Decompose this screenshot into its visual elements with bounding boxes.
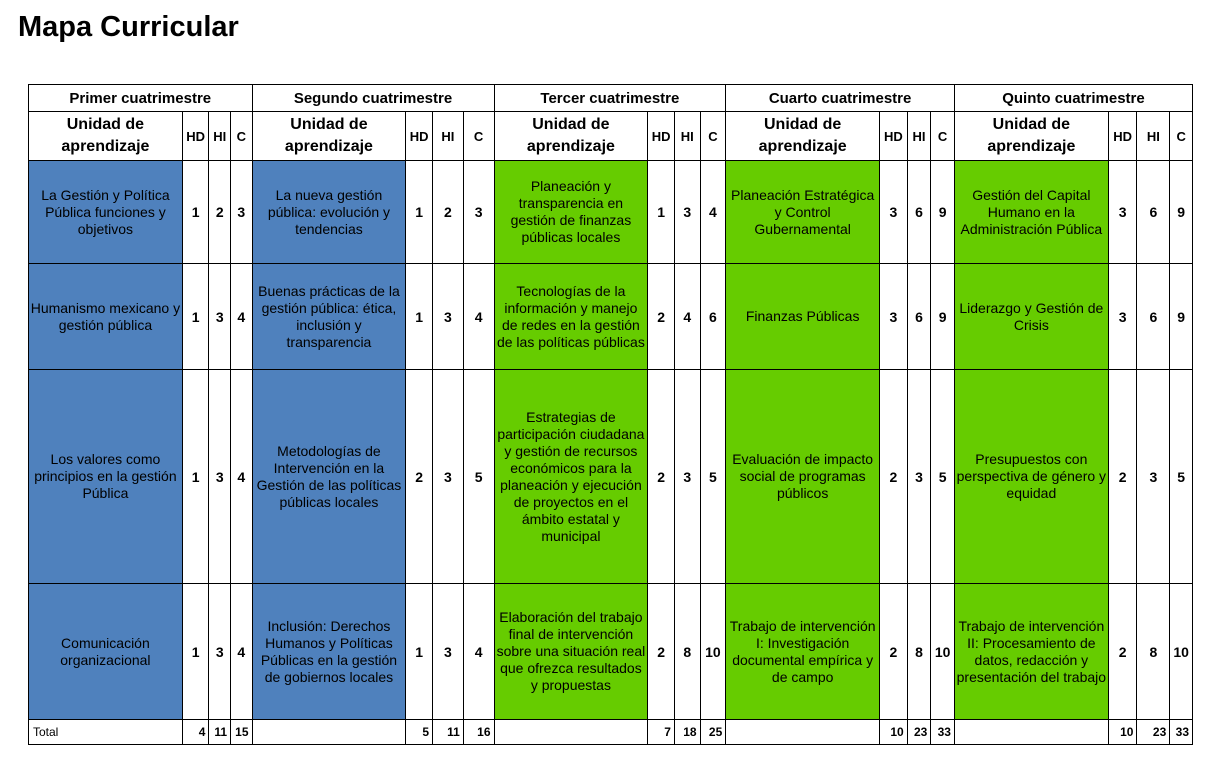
c-value: 5 [1170,370,1193,584]
c-value: 4 [231,370,253,584]
total-c: 15 [231,720,253,745]
total-hd: 10 [880,720,908,745]
c-value: 3 [463,161,494,264]
total-hi: 18 [674,720,700,745]
c-value: 10 [931,584,955,720]
unit-column-header: Unidad de aprendizaje [954,112,1108,161]
unit-name: Trabajo de intervención I: Investigación documental empírica y de campo [726,584,880,720]
hd-value: 2 [1108,584,1137,720]
unit-name: Metodologías de Intervención en la Gestión de las políticas públicas locales [252,370,406,584]
hi-value: 3 [1137,370,1170,584]
table-row [29,584,1193,720]
hd-column-header: HD [1108,112,1137,161]
table-row [29,370,1193,584]
unit-column-header: Unidad de aprendizaje [726,112,880,161]
hd-column-header: HD [406,112,433,161]
total-hi: 11 [209,720,231,745]
c-value: 10 [1170,584,1193,720]
unit-name: Comunicación organizacional [29,584,183,720]
hd-value: 1 [182,370,209,584]
c-value: 5 [931,370,955,584]
term-header-row [29,85,1193,112]
hd-value: 1 [648,161,675,264]
hi-column-header: HI [907,112,931,161]
hi-value: 6 [1137,264,1170,370]
unit-name: Humanismo mexicano y gestión pública [29,264,183,370]
total-spacer [726,720,880,745]
hi-value: 3 [209,264,231,370]
total-c: 33 [931,720,955,745]
total-spacer [494,720,648,745]
c-column-header: C [231,112,253,161]
total-hi: 23 [1137,720,1170,745]
unit-name: Finanzas Públicas [726,264,880,370]
table-row [29,161,1193,264]
hd-value: 1 [182,161,209,264]
hd-value: 3 [1108,161,1137,264]
unit-name: La nueva gestión pública: evolución y tendencias [252,161,406,264]
unit-name: Trabajo de intervención II: Procesamiento de datos, redacción y presentación del trabajo [954,584,1108,720]
c-column-header: C [931,112,955,161]
hi-value: 6 [1137,161,1170,264]
hi-value: 6 [907,161,931,264]
total-c: 16 [463,720,494,745]
hd-column-header: HD [648,112,675,161]
hd-value: 2 [648,584,675,720]
total-label: Total [29,720,183,745]
hd-column-header: HD [182,112,209,161]
c-column-header: C [700,112,726,161]
c-value: 4 [231,584,253,720]
total-c: 25 [700,720,726,745]
hd-value: 1 [406,161,433,264]
hi-column-header: HI [1137,112,1170,161]
term-header: Quinto cuatrimestre [954,85,1192,112]
term-header: Segundo cuatrimestre [252,85,494,112]
hd-value: 1 [406,264,433,370]
hd-value: 2 [648,264,675,370]
page-title: Mapa Curricular [18,11,239,43]
hd-value: 2 [648,370,675,584]
c-value: 4 [463,264,494,370]
total-hd: 10 [1108,720,1137,745]
curriculum-table [28,84,1193,745]
c-value: 10 [700,584,726,720]
c-value: 9 [931,161,955,264]
hi-value: 8 [1137,584,1170,720]
unit-name: Inclusión: Derechos Humanos y Políticas Públicas en la gestión de gobiernos locales [252,584,406,720]
hd-value: 1 [406,584,433,720]
hd-value: 3 [1108,264,1137,370]
unit-name: Elaboración del trabajo final de intervención sobre una situación real que ofrezca resultados y propuestas [494,584,648,720]
c-value: 5 [700,370,726,584]
c-value: 4 [231,264,253,370]
total-hd: 5 [406,720,433,745]
total-hi: 11 [433,720,464,745]
unit-name: Buenas prácticas de la gestión pública: ética, inclusión y transparencia [252,264,406,370]
hi-value: 2 [433,161,464,264]
total-hi: 23 [907,720,931,745]
hd-column-header: HD [880,112,908,161]
unit-column-header: Unidad de aprendizaje [29,112,183,161]
unit-column-header: Unidad de aprendizaje [252,112,406,161]
hi-value: 4 [674,264,700,370]
unit-name: Tecnologías de la información y manejo de redes en la gestión de las políticas públicas [494,264,648,370]
unit-column-header: Unidad de aprendizaje [494,112,648,161]
total-c: 33 [1170,720,1193,745]
c-value: 9 [931,264,955,370]
total-row [29,720,1193,745]
hd-value: 1 [182,584,209,720]
hi-value: 3 [907,370,931,584]
hi-value: 3 [433,584,464,720]
hd-value: 2 [1108,370,1137,584]
hi-column-header: HI [433,112,464,161]
unit-name: Planeación Estratégica y Control Gubernamental [726,161,880,264]
hd-value: 1 [182,264,209,370]
hd-value: 3 [880,264,908,370]
hd-value: 2 [880,584,908,720]
hi-value: 3 [674,370,700,584]
hi-column-header: HI [209,112,231,161]
hi-column-header: HI [674,112,700,161]
hd-value: 3 [880,161,908,264]
c-value: 9 [1170,161,1193,264]
hd-value: 2 [406,370,433,584]
hd-value: 2 [880,370,908,584]
hi-value: 3 [433,370,464,584]
term-header: Tercer cuatrimestre [494,85,726,112]
hi-value: 2 [209,161,231,264]
unit-name: Liderazgo y Gestión de Crisis [954,264,1108,370]
column-header-row [29,112,1193,161]
hi-value: 3 [209,584,231,720]
hi-value: 3 [209,370,231,584]
total-spacer [252,720,406,745]
hi-value: 3 [433,264,464,370]
hi-value: 6 [907,264,931,370]
unit-name: Planeación y transparencia en gestión de finanzas públicas locales [494,161,648,264]
unit-name: Estrategias de participación ciudadana y gestión de recursos económicos para la planeación y ejecución de proyectos en el ámbito estatal y municipal [494,370,648,584]
term-header: Primer cuatrimestre [29,85,253,112]
unit-name: Gestión del Capital Humano en la Administración Pública [954,161,1108,264]
c-value: 6 [700,264,726,370]
total-hd: 4 [182,720,209,745]
c-value: 4 [463,584,494,720]
c-column-header: C [1170,112,1193,161]
term-header: Cuarto cuatrimestre [726,85,955,112]
unit-name: La Gestión y Política Pública funciones y objetivos [29,161,183,264]
c-value: 5 [463,370,494,584]
c-column-header: C [463,112,494,161]
hi-value: 8 [907,584,931,720]
c-value: 3 [231,161,253,264]
table-row [29,264,1193,370]
hi-value: 8 [674,584,700,720]
unit-name: Los valores como principios en la gestión Pública [29,370,183,584]
c-value: 9 [1170,264,1193,370]
total-spacer [954,720,1108,745]
hi-value: 3 [674,161,700,264]
unit-name: Presupuestos con perspectiva de género y equidad [954,370,1108,584]
c-value: 4 [700,161,726,264]
unit-name: Evaluación de impacto social de programas públicos [726,370,880,584]
total-hd: 7 [648,720,675,745]
